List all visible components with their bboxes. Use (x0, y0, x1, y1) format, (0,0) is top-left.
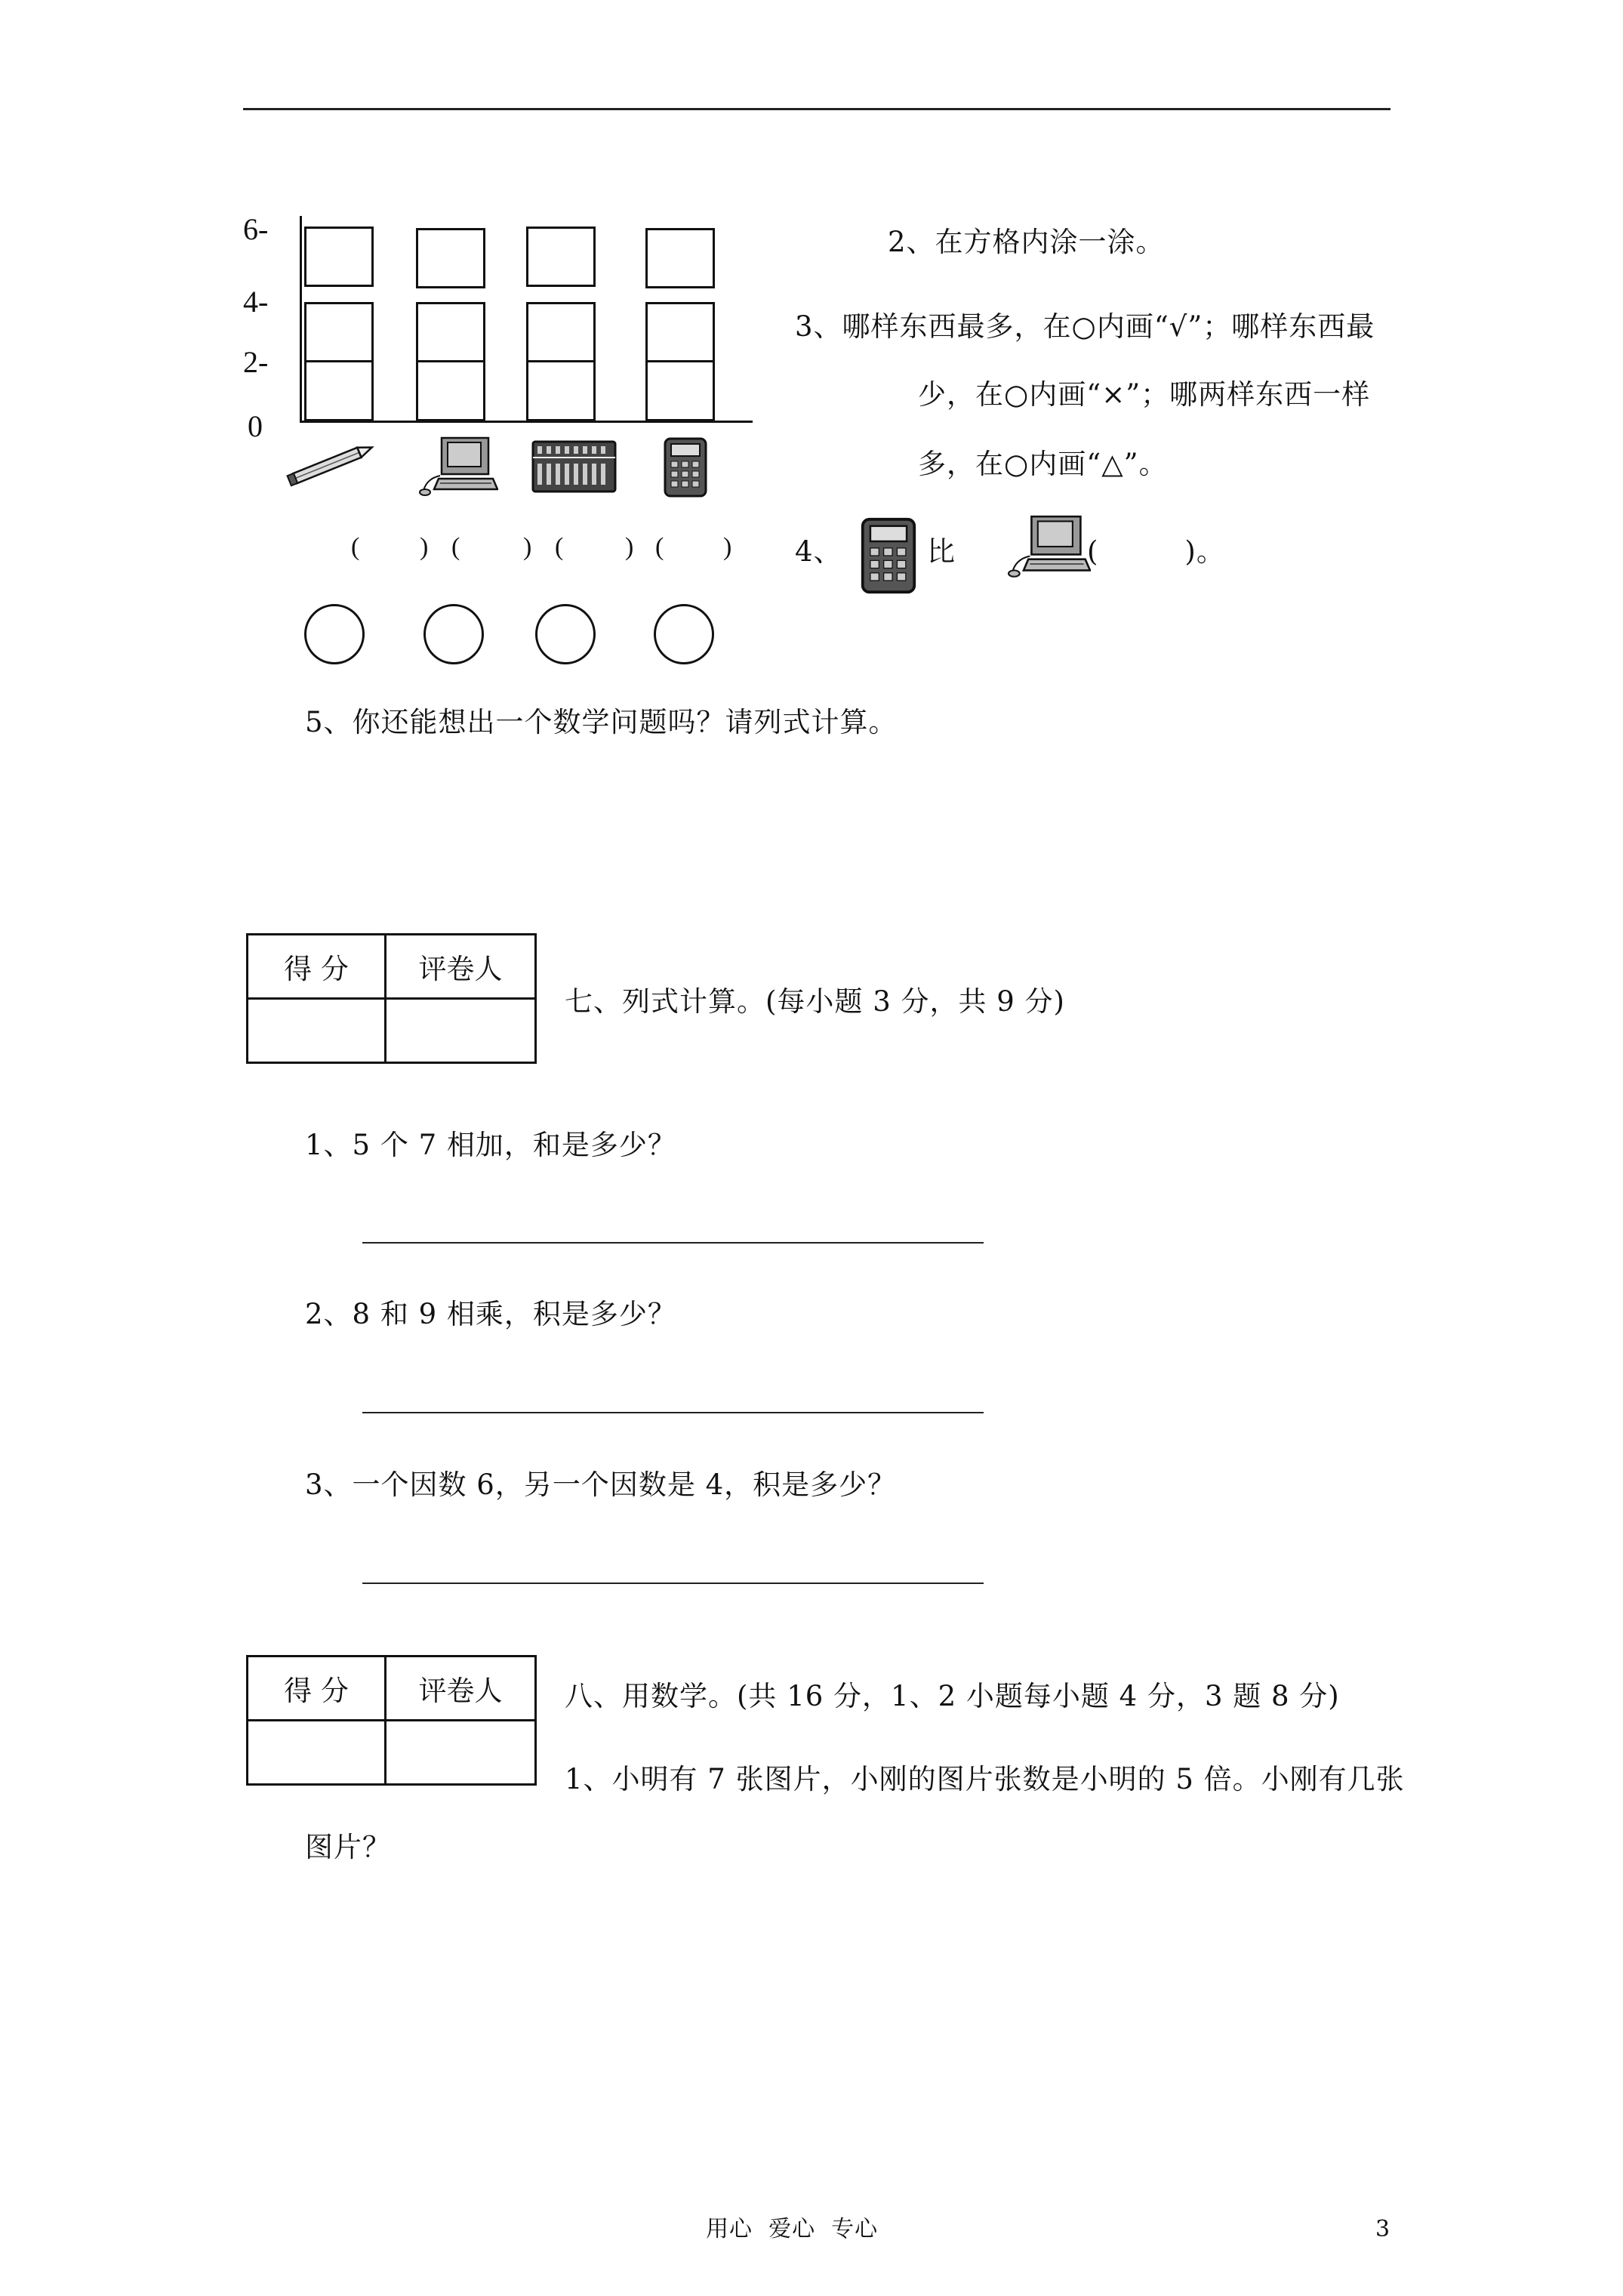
section-7-question-3: 3、一个因数 6，另一个因数是 4，积是多少？ (305, 1469, 897, 1501)
answer-paren-open: ( (451, 533, 460, 561)
answer-circle[interactable] (423, 604, 484, 664)
graph-cell[interactable] (416, 360, 485, 421)
section-7-question-2: 2、8 和 9 相乘，积是多少？ (305, 1298, 676, 1330)
y-axis (300, 216, 302, 421)
answer-paren-close: ) (523, 533, 532, 561)
score-header: 得 分 (248, 935, 386, 999)
graph-cell[interactable] (526, 360, 596, 421)
graph-cell[interactable] (526, 302, 596, 362)
section-7-question-1: 1、5 个 7 相加，和是多少？ (305, 1129, 676, 1161)
answer-paren-open: ( (351, 533, 360, 561)
answer-paren-close: ) (723, 533, 732, 561)
question-3-line1: 3、哪样东西最多，在○内画“√”；哪样东西最 (795, 310, 1375, 343)
graph-cell[interactable] (645, 360, 715, 421)
question-2: 2、在方格内涂一涂。 (888, 226, 1165, 258)
answer-line[interactable] (362, 1583, 984, 1584)
y-tick-0: 0 (248, 409, 263, 443)
answer-line[interactable] (362, 1412, 984, 1413)
graph-cell[interactable] (645, 302, 715, 362)
y-tick-4: 4- (243, 285, 269, 319)
graph-cell[interactable] (526, 227, 596, 287)
graph-cell[interactable] (645, 228, 715, 288)
section-8-question-1-line1: 1、小明有 7 张图片，小刚的图片张数是小明的 5 倍。小刚有几张 (565, 1763, 1405, 1795)
graph-cell[interactable] (304, 227, 374, 287)
abacus-icon (531, 439, 617, 494)
section-8-title: 八、用数学。(共 16 分，1、2 小题每小题 4 分，3 题 8 分) (565, 1680, 1340, 1712)
score-cell[interactable] (248, 999, 386, 1063)
question-5: 5、你还能想出一个数学问题吗？请列式计算。 (305, 706, 898, 738)
grader-header: 评卷人 (386, 935, 536, 999)
grader-cell[interactable] (386, 1721, 536, 1785)
page-number: 3 (1375, 2216, 1391, 2242)
answer-circle[interactable] (304, 604, 365, 664)
section-8-question-1-line2: 图片？ (305, 1831, 391, 1863)
question-3-line2: 少，在○内画“×”；哪两样东西一样 (918, 378, 1371, 411)
graph-cell[interactable] (304, 302, 374, 362)
footer-motto: 用心 爱心 专心 (706, 2216, 879, 2242)
computer-icon (1008, 515, 1091, 580)
answer-circle[interactable] (654, 604, 714, 664)
question-4-answer: ( )。 (1087, 535, 1225, 568)
calculator-icon (858, 516, 919, 595)
grader-header: 评卷人 (386, 1657, 536, 1721)
question-4-prefix: 4、 (795, 535, 842, 568)
answer-paren-close: ) (420, 533, 429, 561)
answer-paren-open: ( (555, 533, 564, 561)
score-cell[interactable] (248, 1721, 386, 1785)
calculator-icon (663, 436, 708, 498)
header-rule (243, 108, 1390, 110)
pencil-icon (283, 442, 377, 487)
score-table (246, 1655, 537, 1786)
y-tick-2: 2- (243, 345, 269, 379)
graph-cell[interactable] (416, 228, 485, 288)
answer-line[interactable] (362, 1242, 984, 1244)
score-header: 得 分 (248, 1657, 386, 1721)
section-7-title: 七、列式计算。(每小题 3 分，共 9 分) (565, 985, 1065, 1018)
answer-circle[interactable] (535, 604, 596, 664)
computer-icon (419, 436, 498, 498)
graph-cell[interactable] (304, 360, 374, 421)
graph-cell[interactable] (416, 302, 485, 362)
score-table (246, 933, 537, 1064)
answer-paren-open: ( (655, 533, 664, 561)
question-3-line3: 多，在○内画“△”。 (918, 448, 1168, 480)
answer-paren-close: ) (625, 533, 634, 561)
y-tick-6: 6- (243, 212, 269, 246)
grader-cell[interactable] (386, 999, 536, 1063)
question-4-compare: 比 (927, 535, 956, 568)
